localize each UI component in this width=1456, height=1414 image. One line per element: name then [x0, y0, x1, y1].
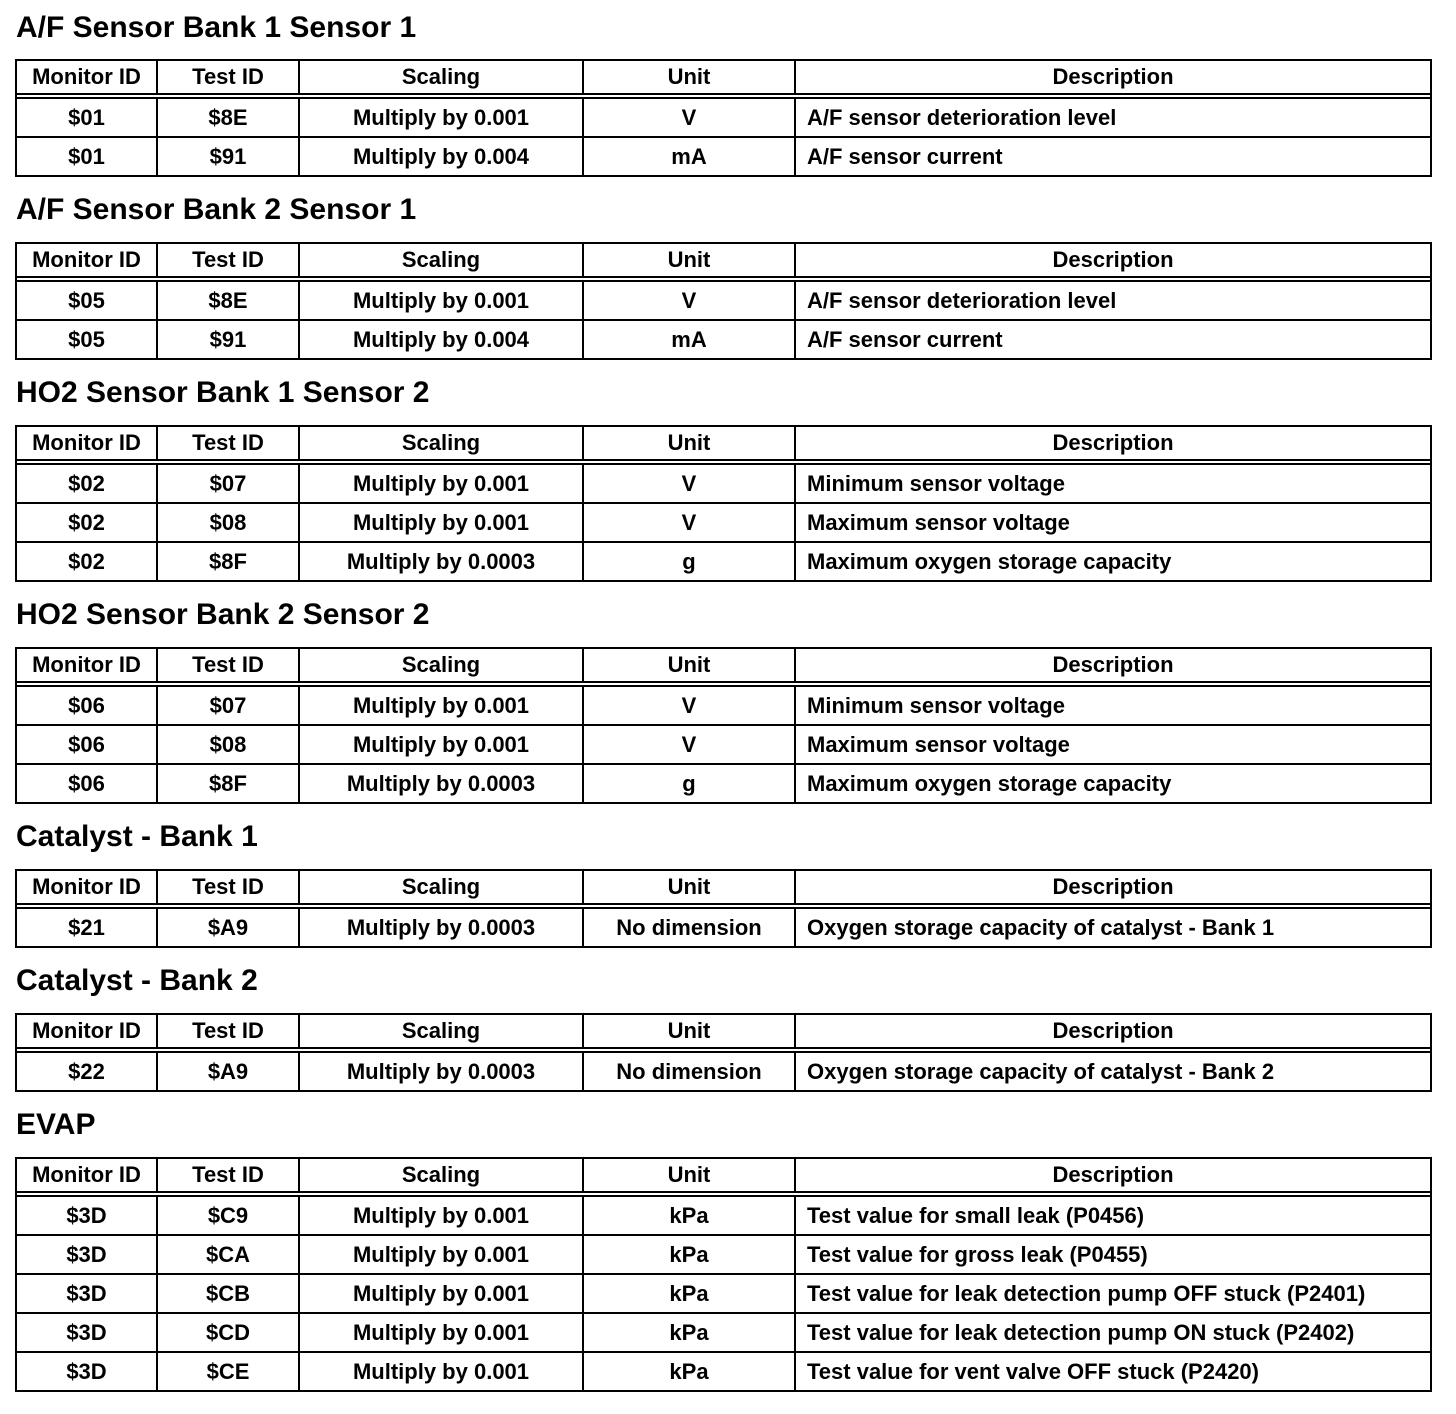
cell-description: Maximum oxygen storage capacity [794, 543, 1430, 580]
cell-scaling: Multiply by 0.001 [298, 504, 582, 541]
column-header-test-id: Test ID [156, 244, 298, 276]
column-header-unit: Unit [582, 427, 794, 459]
section-catalyst-bank-1 [15, 804, 1432, 948]
cell-test-id: $CB [156, 1275, 298, 1312]
cell-unit: V [582, 465, 794, 502]
section-ho2-sensor-bank-2-sensor-2 [15, 582, 1432, 804]
data-table [15, 647, 1432, 804]
cell-test-id: $C9 [156, 1197, 298, 1234]
section-title: A/F Sensor Bank 2 Sensor 1 [16, 193, 417, 226]
table-row [17, 1197, 1430, 1234]
table-row [17, 1312, 1430, 1351]
table-header-row [17, 1015, 1430, 1053]
cell-test-id: $A9 [156, 909, 298, 946]
table-header-row [17, 427, 1430, 465]
column-header-unit: Unit [582, 871, 794, 903]
column-header-scaling: Scaling [298, 244, 582, 276]
data-table [15, 1013, 1432, 1092]
table-row [17, 909, 1430, 946]
cell-monitor-id: $21 [68, 914, 105, 940]
cell-description: Test value for leak detection pump OFF stuck (P2401) [794, 1275, 1430, 1312]
cell-scaling: Multiply by 0.001 [298, 282, 582, 319]
table-row [17, 1273, 1430, 1312]
cell-unit: mA [582, 138, 794, 175]
cell-scaling: Multiply by 0.001 [298, 1236, 582, 1273]
column-header-scaling: Scaling [298, 1159, 582, 1191]
table-row [17, 1053, 1430, 1090]
column-header-test-id: Test ID [156, 649, 298, 681]
cell-unit: No dimension [582, 1053, 794, 1090]
cell-scaling: Multiply by 0.001 [298, 465, 582, 502]
data-table [15, 59, 1432, 177]
cell-test-id: $8E [156, 99, 298, 136]
table-header-row [17, 1159, 1430, 1197]
cell-monitor-id: $3D [66, 1241, 107, 1267]
data-table [15, 1157, 1432, 1392]
cell-test-id: $08 [156, 504, 298, 541]
section-title: HO2 Sensor Bank 1 Sensor 2 [16, 376, 430, 409]
cell-test-id: $07 [156, 687, 298, 724]
cell-monitor-id: $3D [66, 1280, 107, 1306]
cell-description: A/F sensor deterioration level [794, 99, 1430, 136]
cell-unit: kPa [582, 1275, 794, 1312]
section-catalyst-bank-2 [15, 948, 1432, 1092]
table-row [17, 99, 1430, 136]
column-header-monitor-id: Monitor ID [32, 874, 141, 899]
section-a-f-sensor-bank-2-sensor-1 [15, 177, 1432, 360]
cell-test-id: $8F [156, 765, 298, 802]
cell-description: A/F sensor deterioration level [794, 282, 1430, 319]
cell-description: A/F sensor current [794, 321, 1430, 358]
cell-monitor-id: $06 [68, 770, 105, 796]
column-header-description: Description [794, 1015, 1430, 1047]
section-evap [15, 1092, 1432, 1392]
data-table [15, 425, 1432, 582]
cell-monitor-id: $02 [68, 509, 105, 535]
column-header-unit: Unit [582, 1159, 794, 1191]
cell-unit: g [582, 765, 794, 802]
cell-scaling: Multiply by 0.001 [298, 687, 582, 724]
column-header-description: Description [794, 61, 1430, 93]
cell-description: Maximum sensor voltage [794, 726, 1430, 763]
cell-unit: No dimension [582, 909, 794, 946]
section-title: EVAP [16, 1108, 96, 1141]
cell-monitor-id: $01 [68, 143, 105, 169]
section-title: HO2 Sensor Bank 2 Sensor 2 [16, 598, 430, 631]
column-header-scaling: Scaling [298, 649, 582, 681]
column-header-unit: Unit [582, 61, 794, 93]
cell-unit: V [582, 504, 794, 541]
cell-scaling: Multiply by 0.0003 [298, 909, 582, 946]
cell-description: Test value for small leak (P0456) [794, 1197, 1430, 1234]
cell-scaling: Multiply by 0.001 [298, 1275, 582, 1312]
table-row [17, 136, 1430, 175]
cell-scaling: Multiply by 0.0003 [298, 1053, 582, 1090]
cell-unit: kPa [582, 1314, 794, 1351]
column-header-monitor-id: Monitor ID [32, 247, 141, 272]
data-table [15, 869, 1432, 948]
cell-description: Minimum sensor voltage [794, 687, 1430, 724]
cell-description: Test value for leak detection pump ON stuck (P2402) [794, 1314, 1430, 1351]
section-title: Catalyst - Bank 1 [16, 820, 258, 853]
cell-description: Oxygen storage capacity of catalyst - Bank 1 [794, 909, 1430, 946]
cell-test-id: $CA [156, 1236, 298, 1273]
column-header-description: Description [794, 244, 1430, 276]
cell-scaling: Multiply by 0.004 [298, 138, 582, 175]
table-row [17, 1351, 1430, 1390]
cell-monitor-id: $05 [68, 326, 105, 352]
column-header-test-id: Test ID [156, 1015, 298, 1047]
column-header-scaling: Scaling [298, 427, 582, 459]
cell-monitor-id: $3D [66, 1358, 107, 1384]
column-header-unit: Unit [582, 1015, 794, 1047]
cell-description: A/F sensor current [794, 138, 1430, 175]
column-header-unit: Unit [582, 244, 794, 276]
column-header-test-id: Test ID [156, 61, 298, 93]
table-row [17, 763, 1430, 802]
cell-monitor-id: $02 [68, 470, 105, 496]
table-header-row [17, 244, 1430, 282]
column-header-test-id: Test ID [156, 427, 298, 459]
column-header-description: Description [794, 649, 1430, 681]
cell-test-id: $CD [156, 1314, 298, 1351]
cell-description: Minimum sensor voltage [794, 465, 1430, 502]
table-row [17, 502, 1430, 541]
cell-unit: V [582, 282, 794, 319]
cell-test-id: $91 [156, 138, 298, 175]
cell-scaling: Multiply by 0.0003 [298, 543, 582, 580]
cell-unit: kPa [582, 1353, 794, 1390]
column-header-scaling: Scaling [298, 871, 582, 903]
cell-scaling: Multiply by 0.001 [298, 99, 582, 136]
cell-unit: V [582, 99, 794, 136]
cell-description: Oxygen storage capacity of catalyst - Bank 2 [794, 1053, 1430, 1090]
column-header-monitor-id: Monitor ID [32, 64, 141, 89]
cell-scaling: Multiply by 0.0003 [298, 765, 582, 802]
cell-monitor-id: $05 [68, 287, 105, 313]
section-title: A/F Sensor Bank 1 Sensor 1 [16, 11, 417, 44]
cell-scaling: Multiply by 0.001 [298, 1353, 582, 1390]
column-header-scaling: Scaling [298, 61, 582, 93]
cell-monitor-id: $06 [68, 731, 105, 757]
table-row [17, 282, 1430, 319]
cell-unit: kPa [582, 1236, 794, 1273]
column-header-description: Description [794, 427, 1430, 459]
table-row [17, 1234, 1430, 1273]
cell-scaling: Multiply by 0.001 [298, 1314, 582, 1351]
table-header-row [17, 649, 1430, 687]
table-row [17, 724, 1430, 763]
cell-scaling: Multiply by 0.001 [298, 1197, 582, 1234]
section-a-f-sensor-bank-1-sensor-1 [15, 0, 1432, 177]
section-ho2-sensor-bank-1-sensor-2 [15, 360, 1432, 582]
cell-test-id: $91 [156, 321, 298, 358]
table-row [17, 541, 1430, 580]
cell-description: Maximum sensor voltage [794, 504, 1430, 541]
cell-unit: V [582, 726, 794, 763]
column-header-description: Description [794, 871, 1430, 903]
cell-monitor-id: $3D [66, 1319, 107, 1345]
cell-test-id: $CE [156, 1353, 298, 1390]
document-page [15, 0, 1432, 1392]
cell-description: Test value for gross leak (P0455) [794, 1236, 1430, 1273]
table-row [17, 465, 1430, 502]
cell-description: Maximum oxygen storage capacity [794, 765, 1430, 802]
cell-monitor-id: $01 [68, 104, 105, 130]
cell-test-id: $07 [156, 465, 298, 502]
cell-scaling: Multiply by 0.004 [298, 321, 582, 358]
cell-test-id: $8E [156, 282, 298, 319]
data-table [15, 242, 1432, 360]
cell-monitor-id: $3D [66, 1202, 107, 1228]
column-header-monitor-id: Monitor ID [32, 1162, 141, 1187]
cell-monitor-id: $22 [68, 1058, 105, 1084]
cell-scaling: Multiply by 0.001 [298, 726, 582, 763]
cell-description: Test value for vent valve OFF stuck (P2420) [794, 1353, 1430, 1390]
cell-test-id: $8F [156, 543, 298, 580]
column-header-test-id: Test ID [156, 871, 298, 903]
cell-unit: V [582, 687, 794, 724]
column-header-description: Description [794, 1159, 1430, 1191]
table-header-row [17, 871, 1430, 909]
cell-unit: g [582, 543, 794, 580]
cell-monitor-id: $02 [68, 548, 105, 574]
section-title: Catalyst - Bank 2 [16, 964, 258, 997]
table-row [17, 319, 1430, 358]
column-header-test-id: Test ID [156, 1159, 298, 1191]
table-row [17, 687, 1430, 724]
column-header-monitor-id: Monitor ID [32, 1018, 141, 1043]
table-header-row [17, 61, 1430, 99]
column-header-monitor-id: Monitor ID [32, 652, 141, 677]
cell-unit: mA [582, 321, 794, 358]
column-header-unit: Unit [582, 649, 794, 681]
cell-test-id: $A9 [156, 1053, 298, 1090]
column-header-monitor-id: Monitor ID [32, 430, 141, 455]
column-header-scaling: Scaling [298, 1015, 582, 1047]
cell-unit: kPa [582, 1197, 794, 1234]
cell-monitor-id: $06 [68, 692, 105, 718]
cell-test-id: $08 [156, 726, 298, 763]
